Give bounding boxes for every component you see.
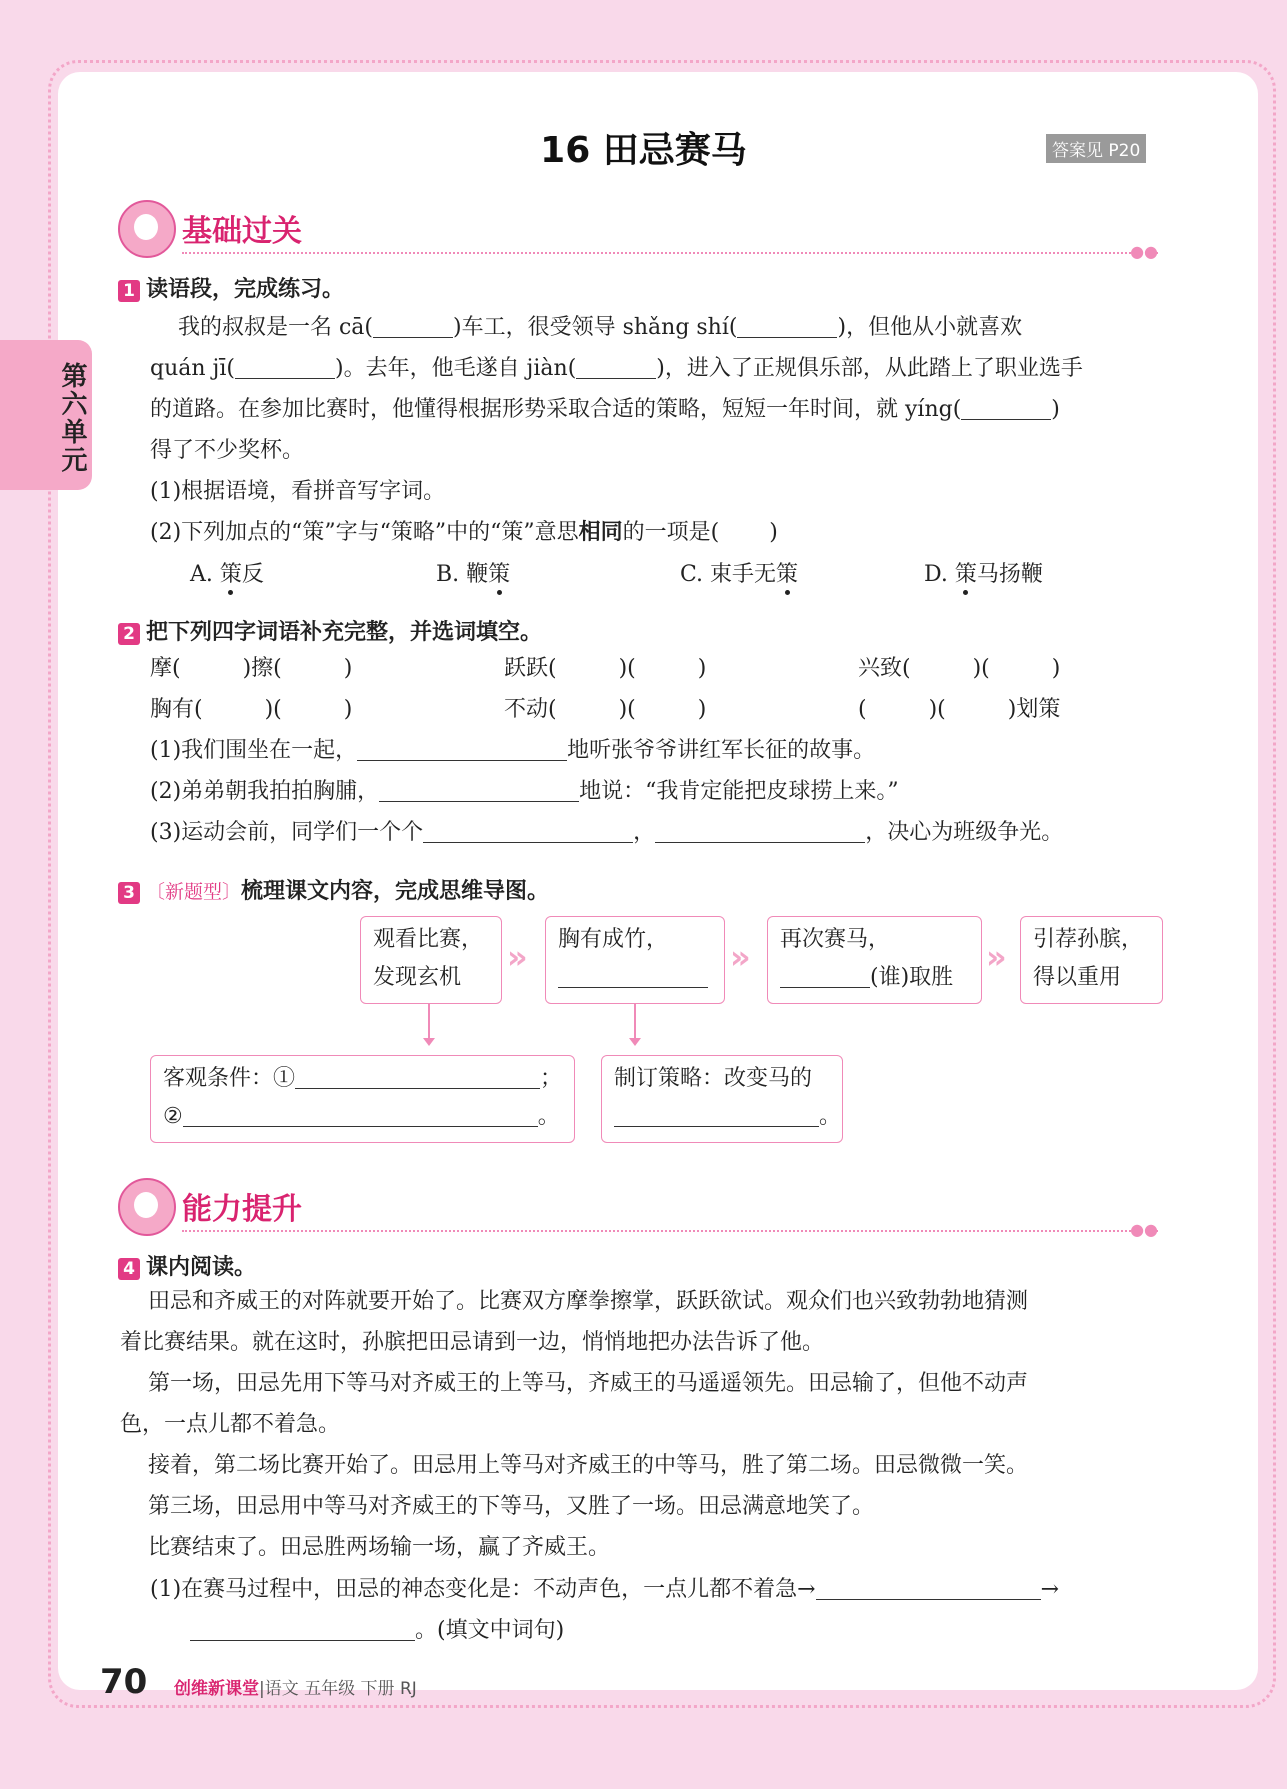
q1-paragraph-line-1: 我的叔叔是一名 cā( )车工，很受领导 shǎng shí( )，但他从小就喜欢: [150, 307, 1022, 348]
blank-input[interactable]: [655, 816, 865, 843]
blank-input[interactable]: [235, 352, 335, 379]
q4-sub-1: (1)在赛马过程中，田忌的神态变化是：不动声色，一点儿都不着急→ →: [150, 1569, 1059, 1610]
reading-line-4: 色，一点儿都不着急。: [120, 1412, 341, 1437]
double-chevron-right-icon: »: [730, 938, 751, 976]
blank-input[interactable]: [576, 352, 656, 379]
q1-option-d[interactable]: D. 策马扬鞭: [924, 562, 1043, 587]
mindmap-box-3: 再次赛马， (谁)取胜: [767, 916, 982, 1004]
q2-sentence-2: (2)弟弟朝我拍拍胸脯， 地说：“我肯定能把皮球捞上来。”: [150, 771, 899, 812]
blank-input[interactable]: [190, 1614, 415, 1641]
unit-tab-label: 第六单元: [57, 362, 87, 474]
mindmap-box-2: 胸有成竹，: [545, 916, 725, 1004]
cartoon-avatar-icon: [118, 200, 176, 258]
blank-input[interactable]: [295, 1062, 540, 1089]
blank-input[interactable]: [737, 311, 837, 338]
q1-option-b[interactable]: B. 鞭策: [436, 562, 511, 587]
arrow-down-icon: [634, 1004, 636, 1044]
q1-option-a[interactable]: A. 策反: [190, 562, 264, 587]
decor-dots-icon: ●●: [1130, 1220, 1158, 1239]
double-chevron-right-icon: »: [986, 938, 1007, 976]
mindmap-box-6: 制订策略：改变马的 。: [601, 1055, 843, 1143]
section-title: 能力提升: [182, 1192, 302, 1227]
reading-line-1: 田忌和齐威王的对阵就要开始了。比赛双方摩拳擦掌，跃跃欲试。观众们也兴致勃勃地猜测: [120, 1289, 1028, 1314]
blank-input[interactable]: [183, 1100, 538, 1127]
section-header-advanced: [118, 1178, 1158, 1238]
footer-series: 创维新课堂|语文 五年级 下册 RJ: [174, 1679, 417, 1699]
blank-input[interactable]: [780, 961, 870, 988]
reading-line-2: 着比赛结果。就在这时，孙膑把田忌请到一边，悄悄地把办法告诉了他。: [120, 1330, 825, 1355]
cartoon-avatar-icon: [118, 1178, 176, 1236]
blank-input[interactable]: [614, 1100, 819, 1127]
blank-input[interactable]: [357, 734, 567, 761]
lesson-title: 16 田忌赛马: [540, 130, 747, 171]
q2-sentence-1: (1)我们围坐在一起， 地听张爷爷讲红军长征的故事。: [150, 730, 875, 771]
question-3-heading: 3 〔新题型〕梳理课文内容，完成思维导图。: [118, 874, 549, 905]
section-title: 基础过关: [182, 214, 302, 249]
reading-line-5: 接着，第二场比赛开始了。田忌用上等马对齐威王的中等马，胜了第二场。田忌微微一笑。: [120, 1453, 1028, 1478]
q1-paragraph-line-3: 的道路。在参加比赛时，他懂得根据形势采取合适的策略，短短一年时间，就 yíng( ): [150, 389, 1060, 430]
q1-sub-1: (1)根据语境，看拼音写字词。: [150, 479, 446, 504]
arrow-down-icon: [428, 1004, 430, 1044]
q1-paragraph-line-4: 得了不少奖杯。: [150, 438, 305, 463]
blank-input[interactable]: [373, 311, 453, 338]
mindmap-box-5: 客观条件：① ； ② 。: [150, 1055, 575, 1143]
unit-tab: [0, 340, 92, 490]
page-number: 70: [100, 1662, 148, 1702]
q2-idiom-3[interactable]: 兴致( )( ): [858, 656, 1061, 681]
q2-idiom-5[interactable]: 不动( )( ): [504, 697, 707, 722]
q2-idiom-4[interactable]: 胸有( )( ): [150, 697, 353, 722]
q1-option-c[interactable]: C. 束手无策: [680, 562, 799, 587]
question-2-heading: 2 把下列四字词语补充完整，并选词填空。: [118, 615, 542, 646]
section-divider: [182, 1230, 1158, 1232]
q4-sub-1-cont: 。(填文中词句): [190, 1610, 564, 1651]
q2-idiom-6[interactable]: ( )( )划策: [858, 697, 1061, 722]
q2-sentence-3: (3)运动会前，同学们一个个 ， ，决心为班级争光。: [150, 812, 1063, 853]
blank-input[interactable]: [961, 393, 1051, 420]
q1-sub-2: (2)下列加点的“策”字与“策略”中的“策”意思相同的一项是( ): [150, 519, 778, 545]
mindmap-box-4: 引荐孙膑， 得以重用: [1020, 916, 1163, 1004]
decor-dots-icon: ●●: [1130, 242, 1158, 261]
section-header-basic: [118, 200, 1158, 260]
q1-paragraph-line-2: quán jī( )。去年，他毛遂自 jiàn( )，进入了正规俱乐部，从此踏上了职业选手: [150, 348, 1083, 389]
mindmap-box-1: 观看比赛， 发现玄机: [360, 916, 502, 1004]
q2-idiom-1[interactable]: 摩( )擦( ): [150, 656, 353, 681]
blank-input[interactable]: [558, 961, 708, 988]
question-4-heading: 4 课内阅读。: [118, 1250, 256, 1281]
blank-input[interactable]: [423, 816, 633, 843]
reading-line-7: 比赛结束了。田忌胜两场输一场，赢了齐威王。: [120, 1535, 610, 1560]
blank-input[interactable]: [816, 1573, 1041, 1600]
double-chevron-right-icon: »: [507, 938, 528, 976]
section-divider: [182, 252, 1158, 254]
question-1-heading: 1 读语段，完成练习。: [118, 272, 344, 303]
blank-input[interactable]: [379, 775, 579, 802]
reading-line-3: 第一场，田忌先用下等马对齐威王的上等马，齐威王的马遥遥领先。田忌输了，但他不动声: [120, 1371, 1028, 1396]
answer-reference: 答案见 P20: [1046, 134, 1146, 163]
reading-line-6: 第三场，田忌用中等马对齐威王的下等马，又胜了一场。田忌满意地笑了。: [120, 1494, 874, 1519]
q2-idiom-2[interactable]: 跃跃( )( ): [504, 656, 707, 681]
